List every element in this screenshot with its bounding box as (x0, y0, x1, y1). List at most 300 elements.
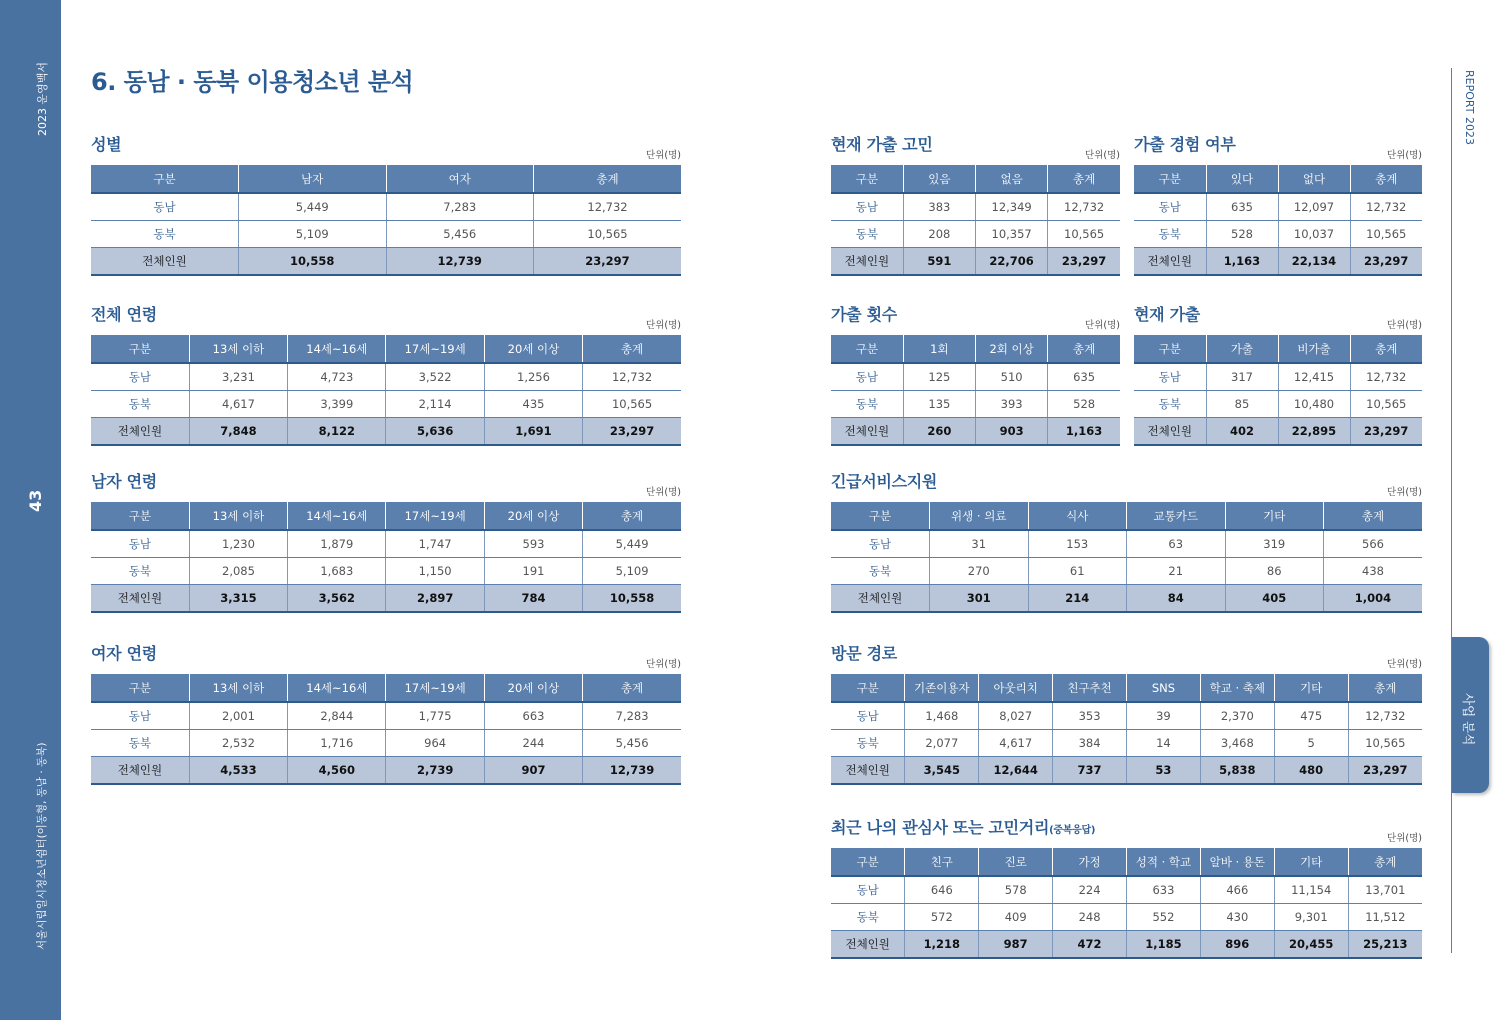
row-label: 동북 (831, 558, 930, 585)
header-row (91, 502, 681, 530)
table-cell: 4,617 (979, 730, 1053, 757)
header-row (831, 165, 1120, 193)
column-header: 구분 (91, 502, 189, 530)
total-cell: 3,315 (189, 585, 287, 613)
table-cell: 1,256 (484, 363, 582, 391)
total-cell: 5,636 (386, 418, 484, 446)
table-cell: 353 (1053, 702, 1127, 730)
total-cell: 301 (930, 585, 1029, 613)
column-header: 가출 (1206, 335, 1278, 363)
column-header: 기타 (1274, 674, 1348, 702)
table-cell: 1,775 (386, 702, 484, 730)
row-label: 동남 (831, 363, 903, 391)
total-row (91, 248, 681, 276)
section-title: 긴급서비스지원 (831, 472, 938, 491)
table-cell: 3,468 (1200, 730, 1274, 757)
table-cell: 61 (1028, 558, 1127, 585)
total-cell: 23,297 (534, 248, 682, 276)
table-row (91, 558, 681, 585)
table-cell: 3,522 (386, 363, 484, 391)
table-cell: 12,732 (1350, 363, 1422, 391)
column-header: 17세~19세 (386, 335, 484, 363)
column-header: 구분 (91, 674, 189, 702)
table-cell: 383 (903, 193, 975, 221)
column-header: 기타 (1274, 848, 1348, 876)
table-cell: 566 (1324, 530, 1423, 558)
table-cell: 3,231 (189, 363, 287, 391)
total-cell: 22,895 (1278, 418, 1350, 446)
table-cell: 12,732 (1348, 702, 1422, 730)
column-header: 성적 · 학교 (1127, 848, 1201, 876)
column-header: 총계 (583, 335, 681, 363)
table-cell: 466 (1200, 876, 1274, 904)
column-header: 구분 (91, 165, 239, 193)
column-header: 친구추천 (1053, 674, 1127, 702)
column-header: 총계 (583, 502, 681, 530)
total-cell: 2,739 (386, 757, 484, 785)
row-label: 동남 (831, 876, 905, 904)
table-cell: 1,150 (386, 558, 484, 585)
section-title: 가출 횟수 (831, 305, 897, 324)
table-cell: 319 (1225, 530, 1324, 558)
column-header: 비가출 (1278, 335, 1350, 363)
total-label: 전체인원 (831, 931, 905, 959)
table-cell: 528 (1048, 391, 1120, 418)
section-male-age (91, 469, 681, 617)
table-row (91, 702, 681, 730)
table-cell: 10,565 (1350, 221, 1422, 248)
table-row (831, 904, 1422, 931)
table-cell: 2,844 (288, 702, 386, 730)
table-cell: 5,449 (583, 530, 681, 558)
column-header: 있음 (903, 165, 975, 193)
total-label: 전체인원 (91, 757, 189, 785)
table-row (91, 193, 681, 221)
data-table (91, 165, 681, 276)
table-cell: 248 (1053, 904, 1127, 931)
table-cell: 4,617 (189, 391, 287, 418)
data-table (91, 502, 681, 613)
table-cell: 430 (1200, 904, 1274, 931)
table-cell: 2,085 (189, 558, 287, 585)
total-cell: 896 (1200, 931, 1274, 959)
section-title: 가출 경험 여부 (1134, 135, 1236, 154)
section-tab-label: 사업 분석 (1461, 693, 1476, 746)
table-cell: 125 (903, 363, 975, 391)
table-row (1134, 193, 1422, 221)
left-sidebar (0, 0, 61, 1020)
column-header: 13세 이하 (189, 502, 287, 530)
column-header: 14세~16세 (288, 674, 386, 702)
table-cell: 9,301 (1274, 904, 1348, 931)
table-cell: 12,349 (976, 193, 1048, 221)
table-row (831, 221, 1120, 248)
table-row (831, 391, 1120, 418)
table-cell: 384 (1053, 730, 1127, 757)
column-header: 구분 (1134, 335, 1206, 363)
total-cell: 23,297 (1350, 418, 1422, 446)
row-label: 동북 (91, 221, 239, 248)
unit-label: 단위(명) (646, 320, 681, 331)
total-cell: 472 (1053, 931, 1127, 959)
total-cell: 25,213 (1348, 931, 1422, 959)
column-header: 구분 (831, 674, 905, 702)
column-header: 총계 (534, 165, 682, 193)
row-label: 동남 (831, 530, 930, 558)
header-row (831, 848, 1422, 876)
table-cell: 10,565 (1350, 391, 1422, 418)
table-row (831, 363, 1120, 391)
row-label: 동남 (91, 530, 189, 558)
column-header: 학교 · 축제 (1200, 674, 1274, 702)
column-header: 총계 (1348, 848, 1422, 876)
column-header: 구분 (831, 848, 905, 876)
table-cell: 208 (903, 221, 975, 248)
column-header: 진로 (979, 848, 1053, 876)
unit-label: 단위(명) (1387, 659, 1422, 670)
table-row (91, 391, 681, 418)
table-cell: 12,732 (1048, 193, 1120, 221)
unit-label: 단위(명) (1387, 833, 1422, 844)
table-cell: 270 (930, 558, 1029, 585)
org-label: 서울시립일시청소년쉼터(이동형, 동남 · 동북) (36, 742, 48, 950)
section-total-age (91, 302, 681, 450)
table-cell: 12,732 (583, 363, 681, 391)
table-cell: 191 (484, 558, 582, 585)
unit-label: 단위(명) (646, 150, 681, 161)
total-cell: 3,562 (288, 585, 386, 613)
column-header: 기타 (1225, 502, 1324, 530)
table-cell: 5,109 (583, 558, 681, 585)
unit-label: 단위(명) (1387, 487, 1422, 498)
total-label: 전체인원 (91, 248, 239, 276)
column-header: 구분 (831, 165, 903, 193)
row-label: 동북 (831, 904, 905, 931)
table-cell: 646 (905, 876, 979, 904)
total-cell: 12,739 (583, 757, 681, 785)
table-cell: 572 (905, 904, 979, 931)
column-header: 여자 (386, 165, 534, 193)
table-cell: 135 (903, 391, 975, 418)
row-label: 동남 (91, 702, 189, 730)
unit-label: 단위(명) (1085, 150, 1120, 161)
table-cell: 528 (1206, 221, 1278, 248)
column-header: 구분 (91, 335, 189, 363)
row-label: 동남 (831, 193, 903, 221)
column-header: 없음 (976, 165, 1048, 193)
table-cell: 2,370 (1200, 702, 1274, 730)
total-row (831, 585, 1422, 613)
section-title: 여자 연령 (91, 644, 157, 663)
section-visit-route (831, 641, 1422, 789)
header-row (91, 165, 681, 193)
total-cell: 23,297 (1348, 757, 1422, 785)
column-header: 13세 이하 (189, 335, 287, 363)
table-cell: 63 (1127, 530, 1226, 558)
table-cell: 10,037 (1278, 221, 1350, 248)
total-cell: 1,004 (1324, 585, 1423, 613)
table-cell: 964 (386, 730, 484, 757)
total-label: 전체인원 (1134, 248, 1206, 276)
header-row (91, 674, 681, 702)
row-label: 동북 (91, 730, 189, 757)
section-gender (91, 132, 681, 280)
table-cell: 14 (1127, 730, 1201, 757)
header-row (91, 335, 681, 363)
table-row (831, 530, 1422, 558)
total-label: 전체인원 (91, 418, 189, 446)
column-header: 총계 (1350, 335, 1422, 363)
unit-label: 단위(명) (646, 659, 681, 670)
column-header: 구분 (1134, 165, 1206, 193)
data-table (831, 502, 1422, 613)
table-row (831, 876, 1422, 904)
table-cell: 12,732 (534, 193, 682, 221)
column-header: 2회 이상 (976, 335, 1048, 363)
total-cell: 53 (1127, 757, 1201, 785)
total-cell: 23,297 (583, 418, 681, 446)
report-label: REPORT 2023 (1463, 70, 1476, 145)
total-row (91, 757, 681, 785)
column-header: 17세~19세 (386, 674, 484, 702)
table-cell: 5,449 (239, 193, 387, 221)
table-row (91, 221, 681, 248)
total-cell: 1,691 (484, 418, 582, 446)
total-cell: 903 (976, 418, 1048, 446)
table-cell: 1,683 (288, 558, 386, 585)
total-cell: 737 (1053, 757, 1127, 785)
column-header: 아웃리치 (979, 674, 1053, 702)
column-header: 총계 (1350, 165, 1422, 193)
total-row (831, 418, 1120, 446)
row-label: 동남 (91, 193, 239, 221)
table-cell: 12,415 (1278, 363, 1350, 391)
column-header: 총계 (583, 674, 681, 702)
total-cell: 591 (903, 248, 975, 276)
total-cell: 22,706 (976, 248, 1048, 276)
table-cell: 10,565 (1348, 730, 1422, 757)
column-header: 식사 (1028, 502, 1127, 530)
section-title: 현재 가출 고민 (831, 135, 933, 154)
total-row (91, 585, 681, 613)
right-divider (1451, 68, 1452, 953)
total-cell: 7,848 (189, 418, 287, 446)
table-cell: 1,879 (288, 530, 386, 558)
unit-label: 단위(명) (1085, 320, 1120, 331)
column-header: 친구 (905, 848, 979, 876)
table-cell: 10,357 (976, 221, 1048, 248)
total-cell: 987 (979, 931, 1053, 959)
total-cell: 1,163 (1206, 248, 1278, 276)
total-cell: 12,739 (386, 248, 534, 276)
page-title: 6. 동남 · 동북 이용청소년 분석 (91, 68, 414, 96)
year-label: 2023 운영백서 (36, 62, 49, 136)
table-row (831, 702, 1422, 730)
column-header: 1회 (903, 335, 975, 363)
header-row (831, 674, 1422, 702)
row-label: 동북 (831, 730, 905, 757)
table-cell: 2,114 (386, 391, 484, 418)
total-cell: 260 (903, 418, 975, 446)
column-header: 위생 · 의료 (930, 502, 1029, 530)
unit-label: 단위(명) (1387, 320, 1422, 331)
header-row (831, 502, 1422, 530)
column-header: 20세 이상 (484, 674, 582, 702)
section-title: 방문 경로 (831, 644, 897, 663)
table-cell: 633 (1127, 876, 1201, 904)
column-header: 총계 (1048, 165, 1120, 193)
row-label: 동북 (1134, 221, 1206, 248)
total-cell: 10,558 (239, 248, 387, 276)
total-cell: 10,558 (583, 585, 681, 613)
table-cell: 435 (484, 391, 582, 418)
table-row (1134, 221, 1422, 248)
section-title: 전체 연령 (91, 305, 157, 324)
data-table (831, 674, 1422, 785)
table-cell: 10,565 (1048, 221, 1120, 248)
row-label: 동북 (91, 558, 189, 585)
table-cell: 635 (1206, 193, 1278, 221)
total-cell: 84 (1127, 585, 1226, 613)
table-row (1134, 391, 1422, 418)
total-cell: 23,297 (1048, 248, 1120, 276)
table-cell: 8,027 (979, 702, 1053, 730)
section-runaway-experience (1134, 132, 1422, 280)
table-cell: 578 (979, 876, 1053, 904)
table-cell: 1,230 (189, 530, 287, 558)
data-table (1134, 335, 1422, 446)
row-label: 동북 (831, 221, 903, 248)
table-cell: 7,283 (386, 193, 534, 221)
total-cell: 5,838 (1200, 757, 1274, 785)
total-cell: 784 (484, 585, 582, 613)
column-header: 알바 · 용돈 (1200, 848, 1274, 876)
total-label: 전체인원 (831, 757, 905, 785)
header-row (831, 335, 1120, 363)
table-cell: 1,747 (386, 530, 484, 558)
column-header: 있다 (1206, 165, 1278, 193)
table-row (91, 530, 681, 558)
column-header: 구분 (831, 335, 903, 363)
total-label: 전체인원 (91, 585, 189, 613)
total-row (91, 418, 681, 446)
column-header: 구분 (831, 502, 930, 530)
table-cell: 663 (484, 702, 582, 730)
table-cell: 1,468 (905, 702, 979, 730)
total-cell: 214 (1028, 585, 1127, 613)
data-table (91, 674, 681, 785)
column-header: 남자 (239, 165, 387, 193)
total-label: 전체인원 (831, 418, 903, 446)
table-cell: 2,532 (189, 730, 287, 757)
total-cell: 12,644 (979, 757, 1053, 785)
table-cell: 5,456 (583, 730, 681, 757)
table-cell: 2,077 (905, 730, 979, 757)
column-header: 14세~16세 (288, 335, 386, 363)
column-header: 총계 (1048, 335, 1120, 363)
row-label: 동북 (91, 391, 189, 418)
unit-label: 단위(명) (1387, 150, 1422, 161)
total-cell: 3,545 (905, 757, 979, 785)
table-cell: 552 (1127, 904, 1201, 931)
table-cell: 635 (1048, 363, 1120, 391)
total-row (831, 931, 1422, 959)
total-label: 전체인원 (1134, 418, 1206, 446)
total-cell: 22,134 (1278, 248, 1350, 276)
table-row (1134, 363, 1422, 391)
table-cell: 12,097 (1278, 193, 1350, 221)
column-header: 총계 (1348, 674, 1422, 702)
table-cell: 4,723 (288, 363, 386, 391)
total-label: 전체인원 (831, 248, 903, 276)
total-cell: 8,122 (288, 418, 386, 446)
total-cell: 1,185 (1127, 931, 1201, 959)
data-table (91, 335, 681, 446)
table-cell: 10,565 (534, 221, 682, 248)
data-table (1134, 165, 1422, 276)
row-label: 동남 (1134, 193, 1206, 221)
table-cell: 21 (1127, 558, 1226, 585)
table-cell: 224 (1053, 876, 1127, 904)
table-cell: 11,512 (1348, 904, 1422, 931)
total-label: 전체인원 (831, 585, 930, 613)
table-cell: 244 (484, 730, 582, 757)
column-header: 20세 이상 (484, 335, 582, 363)
total-cell: 1,163 (1048, 418, 1120, 446)
section-title: 최근 나의 관심사 또는 고민거리(중복응답) (831, 818, 1096, 837)
column-header: 없다 (1278, 165, 1350, 193)
column-header: 기존이용자 (905, 674, 979, 702)
table-cell: 510 (976, 363, 1048, 391)
table-cell: 1,716 (288, 730, 386, 757)
table-cell: 31 (930, 530, 1029, 558)
row-label: 동남 (831, 702, 905, 730)
table-row (831, 730, 1422, 757)
data-table (831, 848, 1422, 959)
column-header: 가정 (1053, 848, 1127, 876)
table-cell: 13,701 (1348, 876, 1422, 904)
total-row (831, 757, 1422, 785)
total-row (831, 248, 1120, 276)
table-cell: 3,399 (288, 391, 386, 418)
row-label: 동남 (1134, 363, 1206, 391)
column-header: 교통카드 (1127, 502, 1226, 530)
total-cell: 2,897 (386, 585, 484, 613)
page-number: 43 (26, 489, 45, 512)
table-row (91, 730, 681, 757)
table-cell: 2,001 (189, 702, 287, 730)
data-table (831, 335, 1120, 446)
table-cell: 11,154 (1274, 876, 1348, 904)
column-header: 총계 (1324, 502, 1423, 530)
table-row (831, 193, 1120, 221)
column-header: 20세 이상 (484, 502, 582, 530)
total-cell: 4,533 (189, 757, 287, 785)
section-female-age (91, 641, 681, 789)
total-cell: 907 (484, 757, 582, 785)
total-cell: 23,297 (1350, 248, 1422, 276)
table-cell: 86 (1225, 558, 1324, 585)
table-cell: 5,109 (239, 221, 387, 248)
table-cell: 7,283 (583, 702, 681, 730)
total-cell: 1,218 (905, 931, 979, 959)
column-header: 17세~19세 (386, 502, 484, 530)
section-recent-concerns (831, 815, 1422, 963)
table-cell: 393 (976, 391, 1048, 418)
table-row (91, 363, 681, 391)
table-cell: 10,565 (583, 391, 681, 418)
total-cell: 20,455 (1274, 931, 1348, 959)
